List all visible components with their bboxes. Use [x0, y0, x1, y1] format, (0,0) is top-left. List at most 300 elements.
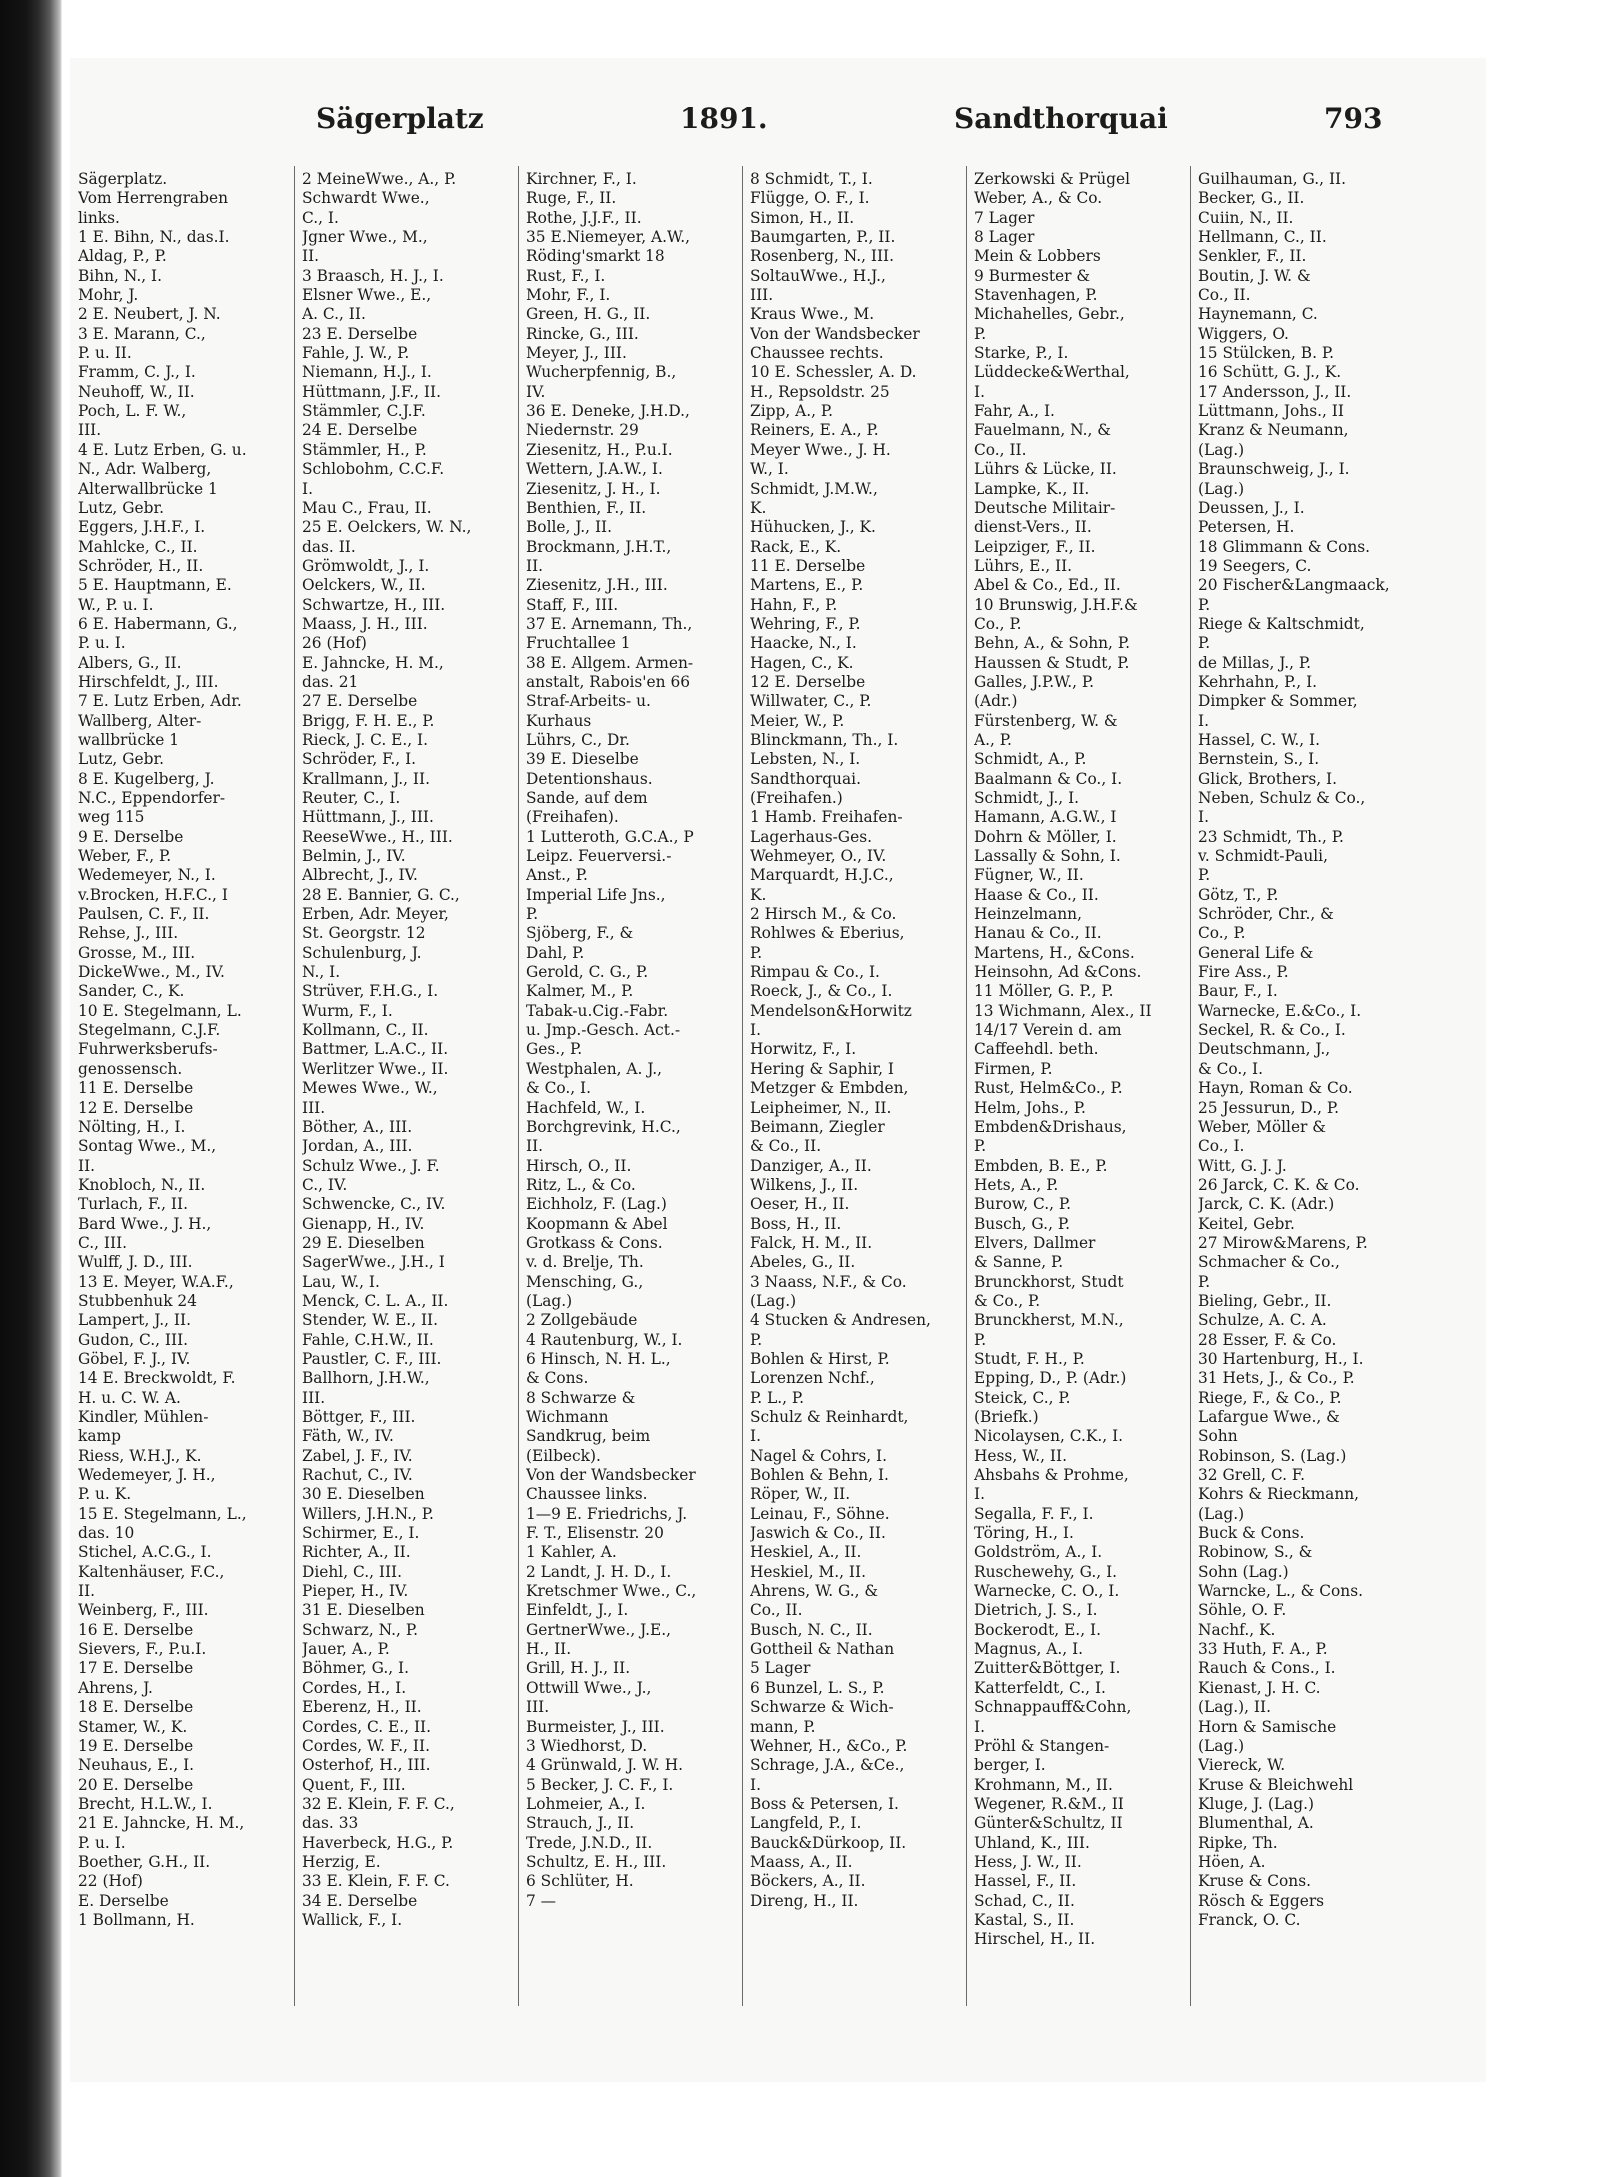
directory-entry-line: Fahle, J. W., P. [302, 344, 410, 363]
directory-entry-line: Bihn, N., I. [78, 266, 162, 285]
directory-entry-line: 33 E. Klein, F. F. C. [302, 1872, 450, 1891]
directory-entry-line: II. [526, 556, 544, 575]
directory-entry-line: Pröhl & Stangen- [974, 1736, 1110, 1755]
directory-entry-line: 39 E. Dieselbe [526, 750, 639, 769]
directory-entry-line: Studt, F. H., P. [974, 1349, 1085, 1368]
directory-entry-line: 9 E. Derselbe [78, 827, 184, 846]
directory-entry-line: Deutschmann, J., [1198, 1040, 1331, 1059]
directory-entry-line: Wucherpfennig, B., [526, 363, 677, 382]
directory-entry-line: I. [302, 479, 313, 498]
directory-entry-line: Schröder, F., I. [302, 750, 417, 769]
directory-entry-line: Kruse & Bleichwehl [1198, 1775, 1354, 1794]
directory-entry-line: Warnecke, E.&Co., I. [1198, 1001, 1362, 1020]
directory-entry-line: Lorenzen Nchf., [750, 1369, 875, 1388]
directory-entry-line: Sandthorquai. [750, 769, 861, 788]
directory-entry-line: das. 33 [302, 1814, 359, 1833]
directory-entry-line: Fahr, A., I. [974, 402, 1055, 421]
directory-entry-line: 7 Lager [974, 208, 1035, 227]
directory-entry-line: SoltauWwe., H.J., [750, 266, 886, 285]
directory-entry-line: Seckel, R. & Co., I. [1198, 1021, 1346, 1040]
directory-entry-line: (Adr.) [974, 692, 1018, 711]
directory-entry-line: 37 E. Arnemann, Th., [526, 614, 693, 633]
directory-entry-line: Reuter, C., I. [302, 789, 401, 807]
directory-entry-line: Rösch & Eggers [1198, 1891, 1325, 1910]
directory-entry-line: Rosenberg, N., III. [750, 247, 895, 266]
directory-entry-line: IV. [526, 382, 546, 401]
directory-entry-line: Co., I. [1198, 1137, 1245, 1156]
directory-entry-line: 2 MeineWwe., A., P. [302, 170, 457, 188]
directory-entry-line: Co., P. [974, 614, 1022, 633]
directory-entry-line: Knobloch, N., II. [78, 1175, 206, 1194]
directory-entry-line: 1 Lutteroth, G.C.A., P [526, 827, 694, 846]
column-rule [966, 166, 967, 2006]
directory-entry-line: Ziesenitz, J. H., I. [526, 479, 661, 498]
directory-entry-line: (Lag.) [1198, 1504, 1245, 1523]
directory-entry-line: Mahlcke, C., II. [78, 537, 198, 556]
directory-entry-line: Fauelmann, N., & [974, 421, 1111, 440]
directory-entry-line: Schnappauff&Cohn, [974, 1698, 1132, 1717]
directory-entry-line: Galles, J.P.W., P. [974, 672, 1095, 691]
directory-entry-line: Hirschel, H., II. [974, 1930, 1096, 1949]
directory-entry-line: Lohmeier, A., I. [526, 1794, 646, 1813]
directory-entry-line: (Lag.) [750, 1291, 797, 1310]
directory-entry-line: Böther, A., III. [302, 1117, 413, 1136]
directory-entry-line: Caffeehdl. beth. [974, 1040, 1099, 1059]
directory-entry-line: Sohn [1198, 1427, 1238, 1446]
directory-entry-line: Mein & Lobbers [974, 247, 1101, 266]
directory-entry-line: Burow, C., P. [974, 1195, 1072, 1214]
directory-entry-line: Embden&Drishaus, [974, 1117, 1127, 1136]
directory-entry-line: & Cons. [526, 1369, 589, 1388]
directory-entry-line: 17 E. Derselbe [78, 1659, 194, 1678]
directory-entry-line: Jaswich & Co., II. [750, 1524, 886, 1543]
directory-entry-line: Krohmann, M., II. [974, 1775, 1113, 1794]
directory-entry-line: ReeseWwe., H., III. [302, 827, 453, 846]
directory-entry-line: 2 Zollgebäude [526, 1311, 638, 1330]
directory-entry-line: Böttger, F., III. [302, 1408, 416, 1426]
directory-entry-line: P. [1198, 595, 1211, 614]
directory-entry-line: Weber, Möller & [1198, 1117, 1327, 1136]
directory-entry-line: Herzig, E. [302, 1852, 381, 1871]
directory-entry-line: N., Adr. Walberg, [78, 460, 212, 479]
directory-entry-line: Kollmann, C., II. [302, 1021, 429, 1040]
directory-entry-line: Boss, H., II. [750, 1214, 842, 1233]
directory-entry-line: N.C., Eppendorfer- [78, 789, 226, 807]
directory-entry-line: & Co., II. [750, 1137, 822, 1156]
directory-entry-line: Schulze, A. C. A. [1198, 1311, 1327, 1330]
directory-entry-line: Ziesenitz, H., P.u.I. [526, 440, 673, 459]
directory-entry-line: Sjöberg, F., & [526, 924, 634, 943]
directory-entry-line: 27 Mirow&Marens, P. [1198, 1233, 1368, 1252]
directory-entry-line: Nagel & Cohrs, I. [750, 1446, 887, 1465]
directory-entry-line: Anst., P. [526, 866, 588, 885]
directory-entry-line: P. [974, 1137, 987, 1156]
directory-entry-line: Stegelmann, C.J.F. [78, 1021, 221, 1040]
directory-entry-line: 32 E. Klein, F. F. C., [302, 1794, 455, 1813]
directory-entry-line: 34 E. Derselbe [302, 1891, 418, 1910]
directory-entry-line: Weber, A., & Co. [974, 189, 1103, 208]
directory-entry-line: C., I. [302, 208, 339, 227]
directory-entry-line: Schultz, E. H., III. [526, 1852, 667, 1871]
directory-entry-line: Segalla, F. F., I. [974, 1504, 1094, 1523]
directory-entry-line: (Freihafen.) [750, 789, 843, 807]
directory-entry-line: Kranz & Neumann, [1198, 421, 1349, 440]
directory-entry-line: Wiggers, O. [1198, 324, 1289, 343]
directory-entry-line: Wulff, J. D., III. [78, 1253, 193, 1272]
directory-entry-line: Ahsbahs & Prohme, [974, 1466, 1129, 1485]
directory-entry-line: Maass, J. H., III. [302, 614, 428, 633]
directory-entry-line: 5 Becker, J. C. F., I. [526, 1775, 674, 1794]
directory-entry-line: Hellmann, C., II. [1198, 228, 1327, 247]
directory-entry-line: P. u. K. [78, 1485, 132, 1504]
directory-entry-line: Glick, Brothers, I. [1198, 769, 1338, 788]
directory-entry-line: Höen, A. [1198, 1852, 1266, 1871]
directory-column-5 [974, 170, 1186, 2050]
directory-entry-line: (Lag.) [1198, 1736, 1245, 1755]
directory-entry-line: Kienast, J. H. C. [1198, 1678, 1321, 1697]
directory-entry-line: Martens, E., P. [750, 576, 864, 595]
directory-entry-line: Kehrhahn, P., I. [1198, 672, 1318, 691]
directory-entry-line: Hamann, A.G.W., I [974, 808, 1117, 827]
directory-entry-line: 2 Landt, J. H. D., I. [526, 1562, 672, 1581]
directory-entry-line: Heinsohn, Ad &Cons. [974, 963, 1142, 982]
directory-entry-line: Co., II. [974, 440, 1027, 459]
directory-entry-line: 2 E. Neubert, J. N. [78, 305, 221, 324]
directory-entry-line: Petersen, H. [1198, 518, 1295, 537]
directory-entry-line: Bohlen & Hirst, P. [750, 1349, 890, 1368]
directory-column-3 [526, 170, 738, 2050]
directory-entry-line: III. [302, 1388, 326, 1407]
directory-entry-line: H., II. [526, 1640, 572, 1659]
directory-entry-line: III. [78, 421, 102, 440]
directory-entry-line: Aldag, P., P. [78, 247, 167, 266]
directory-column-1 [78, 170, 290, 2050]
directory-entry-line: Zuitter&Böttger, I. [974, 1659, 1121, 1678]
directory-entry-line: Ripke, Th. [1198, 1833, 1278, 1852]
directory-entry-line: Grotkass & Cons. [526, 1233, 663, 1252]
directory-entry-line: 33 Huth, F. A., P. [1198, 1640, 1328, 1659]
directory-entry-line: Kastal, S., II. [974, 1910, 1075, 1929]
directory-entry-line: Neuhoff, W., II. [78, 382, 195, 401]
directory-entry-line: III. [526, 1698, 550, 1717]
directory-entry-line: Bard Wwe., J. H., [78, 1214, 212, 1233]
directory-entry-line: II. [78, 1156, 96, 1175]
directory-entry-line: dienst-Vers., II. [974, 518, 1092, 537]
directory-entry-line: Ahrens, W. G., & [750, 1582, 879, 1601]
directory-entry-line: 1 Bollmann, H. [78, 1910, 195, 1929]
directory-entry-line: Paustler, C. F., III. [302, 1349, 442, 1368]
directory-entry-line: Stämmler, C.J.F. [302, 402, 426, 421]
directory-entry-line: Falck, H. M., II. [750, 1233, 873, 1252]
directory-entry-line: Robinow, S., & [1198, 1543, 1313, 1562]
directory-entry-line: Co., II. [1198, 286, 1251, 305]
directory-entry-line: Ges., P. [526, 1040, 583, 1059]
directory-entry-line: Kalmer, M., P. [526, 982, 634, 1001]
directory-entry-line: Leipz. Feuerversi.- [526, 847, 672, 866]
directory-entry-line: Wallick, F., I. [302, 1910, 403, 1929]
directory-entry-line: Ritz, L., & Co. [526, 1175, 636, 1194]
directory-entry-line: 36 E. Deneke, J.H.D., [526, 402, 690, 421]
directory-entry-line: 15 E. Stegelmann, L., [78, 1504, 247, 1523]
directory-entry-line: Battmer, L.A.C., II. [302, 1040, 449, 1059]
directory-entry-line: Haase & Co., II. [974, 885, 1099, 904]
directory-entry-line: Stichel, A.C.G., I. [78, 1543, 212, 1562]
directory-entry-line: Framm, C. J., I. [78, 363, 196, 382]
directory-entry-line: Fuhrwerksberufs- [78, 1040, 218, 1059]
directory-entry-line: Brigg, F. H. E., P. [302, 711, 435, 730]
directory-entry-line: Rust, F., I. [526, 266, 606, 285]
directory-entry-line: Marquardt, H.J.C., [750, 866, 894, 885]
directory-entry-line: Robinson, S. (Lag.) [1198, 1446, 1347, 1465]
directory-entry-line: 2 Hirsch M., & Co. [750, 905, 897, 924]
directory-entry-line: 22 (Hof) [78, 1872, 143, 1891]
directory-entry-line: Wurm, F., I. [302, 1001, 393, 1020]
directory-entry-line: Lutz, Gebr. [78, 498, 165, 517]
directory-entry-line: Kretschmer Wwe., C., [526, 1582, 697, 1601]
directory-entry-line: Grill, H. J., II. [526, 1659, 631, 1678]
directory-entry-line: Green, H. G., II. [526, 305, 651, 324]
directory-entry-line: v. d. Brelje, Th. [526, 1253, 644, 1272]
directory-entry-line: 35 E.Niemeyer, A.W., [526, 228, 690, 247]
directory-entry-line: Kindler, Mühlen- [78, 1408, 209, 1426]
directory-entry-line: Keitel, Gebr. [1198, 1214, 1295, 1233]
directory-entry-line: Oelckers, W., II. [302, 576, 426, 595]
directory-entry-line: 28 E. Bannier, G. C., [302, 885, 460, 904]
directory-entry-line: 7 — [526, 1891, 557, 1910]
directory-entry-line: Rothe, J.J.F., II. [526, 208, 642, 227]
directory-entry-line: Braunschweig, J., I. [1198, 460, 1350, 479]
directory-entry-line: 10 E. Schessler, A. D. [750, 363, 917, 382]
directory-entry-line: 12 E. Derselbe [78, 1098, 194, 1117]
directory-entry-line: Sägerplatz. [78, 170, 168, 188]
directory-entry-line: Hassel, C. W., I. [1198, 730, 1320, 749]
directory-entry-line: Wallberg, Alter- [78, 711, 202, 730]
directory-entry-line: A. C., II. [302, 305, 366, 324]
directory-entry-line: Rack, E., K. [750, 537, 842, 556]
directory-entry-line: Eberenz, H., II. [302, 1698, 422, 1717]
directory-entry-line: Grömwoldt, J., I. [302, 556, 430, 575]
directory-entry-line: 6 Bunzel, L. S., P. [750, 1678, 885, 1697]
directory-entry-line: 4 Rautenburg, W., I. [526, 1330, 683, 1349]
directory-entry-line: 3 E. Marann, C., [78, 324, 206, 343]
directory-entry-line: & Co., P. [974, 1291, 1041, 1310]
directory-entry-line: 9 Burmester & [974, 266, 1091, 285]
directory-entry-line: Maass, A., II. [750, 1852, 853, 1871]
directory-entry-line: 10 E. Stegelmann, L. [78, 1001, 242, 1020]
directory-entry-line: SagerWwe., J.H., I [302, 1253, 445, 1272]
directory-entry-line: Boss & Petersen, I. [750, 1794, 899, 1813]
directory-entry-line: Metzger & Embden, [750, 1079, 909, 1098]
directory-column-2 [302, 170, 514, 2050]
directory-entry-line: Neben, Schulz & Co., [1198, 789, 1366, 807]
directory-entry-line: Rust, Helm&Co., P. [974, 1079, 1123, 1098]
directory-entry-line: Eggers, J.H.F., I. [78, 518, 206, 537]
directory-entry-line: Kohrs & Rieckmann, [1198, 1485, 1360, 1504]
directory-entry-line: Werlitzer Wwe., II. [302, 1059, 449, 1078]
directory-entry-line: Wettern, J.A.W., I. [526, 460, 663, 479]
directory-entry-line: Schmidt, J.M.W., [750, 479, 878, 498]
directory-entry-line: Epping, D., P. (Adr.) [974, 1369, 1127, 1388]
directory-entry-line: Brunckhorst, Studt [974, 1272, 1124, 1291]
directory-entry-line: mann, P. [750, 1717, 816, 1736]
directory-entry-line: K. [750, 885, 767, 904]
directory-entry-line: Richter, A., II. [302, 1543, 411, 1562]
directory-entry-line: P. [526, 905, 539, 924]
directory-entry-line: Borchgrevink, H.C., [526, 1117, 681, 1136]
directory-entry-line: Eichholz, F. (Lag.) [526, 1195, 667, 1214]
directory-entry-line: 7 E. Lutz Erben, Adr. [78, 692, 242, 711]
directory-entry-line: Göbel, F. J., IV. [78, 1349, 191, 1368]
directory-entry-line: Zabel, J. F., IV. [302, 1446, 413, 1465]
directory-entry-line: Abel & Co., Ed., II. [974, 576, 1121, 595]
directory-entry-line: Behn, A., & Sohn, P. [974, 634, 1130, 653]
directory-entry-line: 13 Wichmann, Alex., II [974, 1001, 1152, 1020]
header-year: 1891. [680, 102, 768, 135]
directory-entry-line: Burmeister, J., III. [526, 1717, 665, 1736]
directory-entry-line: I. [750, 1775, 761, 1794]
directory-entry-line: Lutz, Gebr. [78, 750, 165, 769]
directory-entry-line: P. L., P. [750, 1388, 805, 1407]
directory-entry-line: Hachfeld, W., I. [526, 1098, 646, 1117]
directory-entry-line: 11 E. Derselbe [750, 556, 866, 575]
directory-entry-line: Rachut, C., IV. [302, 1466, 413, 1485]
directory-entry-line: Steick, C., P. [974, 1388, 1071, 1407]
directory-entry-line: W., P. u. I. [78, 595, 154, 614]
directory-entry-line: Rieck, J. C. E., I. [302, 730, 429, 749]
directory-entry-line: Michahelles, Gebr., [974, 305, 1125, 324]
directory-entry-line: Detentionshaus. [526, 769, 653, 788]
directory-entry-line: Schulz & Reinhardt, [750, 1408, 909, 1426]
directory-entry-line: Stender, W. E., II. [302, 1311, 439, 1330]
directory-entry-line: 27 E. Derselbe [302, 692, 418, 711]
directory-entry-line: Baalmann & Co., I. [974, 769, 1123, 788]
directory-entry-line: 21 E. Jahncke, H. M., [78, 1814, 245, 1833]
directory-entry-line: das. II. [302, 537, 356, 556]
directory-entry-line: Hüttmann, J., III. [302, 808, 434, 827]
directory-entry-line: 19 Seegers, C. [1198, 556, 1312, 575]
directory-entry-line: 10 Brunswig, J.H.F.& [974, 595, 1138, 614]
directory-entry-line: Flügge, O. F., I. [750, 189, 870, 208]
directory-entry-line: Wehmeyer, O., IV. [750, 847, 887, 866]
directory-entry-line: Lampert, J., II. [78, 1311, 191, 1330]
directory-entry-line: 6 Schlüter, H. [526, 1872, 634, 1891]
directory-entry-line: Jarck, C. K. (Adr.) [1198, 1195, 1335, 1214]
header-right-street: Sandthorquai [954, 102, 1168, 135]
directory-entry-line: Sande, auf dem [526, 789, 648, 807]
directory-entry-line: 16 Schütt, G. J., K. [1198, 363, 1342, 382]
directory-entry-line: Becker, G., II. [1198, 189, 1305, 208]
directory-entry-line: P. u. I. [78, 1833, 126, 1852]
directory-entry-line: Grosse, M., III. [78, 943, 196, 962]
directory-entry-line: Benthien, F., II. [526, 498, 647, 517]
directory-entry-line: Magnus, A., I. [974, 1640, 1084, 1659]
directory-entry-line: E. Derselbe [78, 1891, 169, 1910]
directory-entry-line: Hess, W., II. [974, 1446, 1067, 1465]
directory-entry-line: 8 Schwarze & [526, 1388, 636, 1407]
directory-entry-line: Danziger, A., II. [750, 1156, 872, 1175]
directory-entry-line: Dahl, P. [526, 943, 585, 962]
directory-entry-line: Lebsten, N., I. [750, 750, 861, 769]
directory-entry-line: Rehse, J., III. [78, 924, 179, 943]
directory-entry-line: Elsner Wwe., E., [302, 286, 432, 305]
directory-entry-line: Wehring, F., P. [750, 614, 861, 633]
directory-entry-line: 17 Andersson, J., II. [1198, 382, 1352, 401]
directory-entry-line: 1 Kahler, A. [526, 1543, 617, 1562]
directory-entry-line: Wedemeyer, N., I. [78, 866, 216, 885]
directory-entry-line: Hagen, C., K. [750, 653, 854, 672]
directory-entry-line: Quent, F., III. [302, 1775, 406, 1794]
directory-entry-line: Bockerodt, E., I. [974, 1620, 1101, 1639]
directory-entry-line: Wehner, H., &Co., P. [750, 1736, 908, 1755]
directory-entry-line: Tabak-u.Cig.-Fabr. [526, 1001, 669, 1020]
directory-entry-line: F. T., Elisenstr. 20 [526, 1524, 664, 1543]
directory-entry-line: Lafargue Wwe., & [1198, 1408, 1340, 1426]
directory-entry-line: Ziesenitz, J.H., III. [526, 576, 668, 595]
directory-entry-line: III. [302, 1098, 326, 1117]
directory-entry-line: 1 E. Bihn, N., das.I. [78, 228, 230, 247]
directory-entry-line: Pieper, H., IV. [302, 1582, 409, 1601]
directory-column-4 [750, 170, 962, 2050]
directory-entry-line: 18 Glimmann & Cons. [1198, 537, 1371, 556]
directory-entry-line: Cordes, H., I. [302, 1678, 407, 1697]
directory-entry-line: 8 Schmidt, T., I. [750, 170, 873, 188]
directory-entry-line: 25 E. Oelckers, W. N., [302, 518, 472, 537]
directory-entry-line: GertnerWwe., J.E., [526, 1620, 671, 1639]
directory-entry-line: Röper, W., II. [750, 1485, 851, 1504]
directory-entry-line: Weber, F., P. [78, 847, 172, 866]
directory-entry-line: Lüttmann, Johs., II [1198, 402, 1344, 421]
directory-entry-line: Schad, C., II. [974, 1891, 1075, 1910]
directory-entry-line: 3 Wiedhorst, D. [526, 1736, 648, 1755]
directory-entry-line: (Lag.) [1198, 479, 1245, 498]
directory-entry-line: Viereck, W. [1198, 1756, 1286, 1775]
directory-entry-line: (Briefk.) [974, 1408, 1039, 1426]
directory-entry-line: N., I. [302, 963, 341, 982]
directory-entry-line: Zerkowski & Prügel [974, 170, 1131, 188]
directory-entry-line: Schwarze & Wich- [750, 1698, 894, 1717]
directory-entry-line: Franck, O. C. [1198, 1910, 1301, 1929]
directory-entry-line: Imperial Life Jns., [526, 885, 666, 904]
directory-entry-line: (Lag.) [1198, 440, 1245, 459]
directory-entry-line: Strüver, F.H.G., I. [302, 982, 439, 1001]
directory-entry-line: das. 21 [302, 672, 359, 691]
directory-entry-line: Lagerhaus-Ges. [750, 827, 873, 846]
directory-entry-line: Rauch & Cons., I. [1198, 1659, 1336, 1678]
directory-entry-line: 13 E. Meyer, W.A.F., [78, 1272, 234, 1291]
directory-entry-line: Kaltenhäuser, F.C., [78, 1562, 225, 1581]
directory-entry-line: P. [750, 943, 763, 962]
directory-entry-line: Mohr, J. [78, 286, 139, 305]
directory-entry-line: Mewes Wwe., W., [302, 1079, 438, 1098]
directory-entry-line: Sohn (Lag.) [1198, 1562, 1289, 1581]
directory-entry-line: Heskiel, M., II. [750, 1562, 866, 1581]
directory-entry-line: Busch, N. C., II. [750, 1620, 873, 1639]
directory-entry-line: Lührs, E., II. [974, 556, 1073, 575]
directory-entry-line: K. [750, 498, 767, 517]
directory-entry-line: Wegener, R.&M., II [974, 1794, 1124, 1813]
directory-entry-line: P. [1198, 1272, 1211, 1291]
directory-entry-line: anstalt, Rabois'en 66 [526, 672, 691, 691]
directory-entry-line: Baur, F., I. [1198, 982, 1278, 1001]
directory-entry-line: Albrecht, J., IV. [302, 866, 418, 885]
directory-entry-line: P. u. I. [78, 634, 126, 653]
page-header [70, 102, 1486, 146]
directory-entry-line: Nölting, H., I. [78, 1117, 186, 1136]
directory-entry-line: P. [1198, 634, 1211, 653]
directory-entry-line: Haynemann, C. [1198, 305, 1318, 324]
directory-entry-line: 1—9 E. Friedrichs, J. [526, 1504, 688, 1523]
directory-entry-line: Reiners, E. A., P. [750, 421, 879, 440]
